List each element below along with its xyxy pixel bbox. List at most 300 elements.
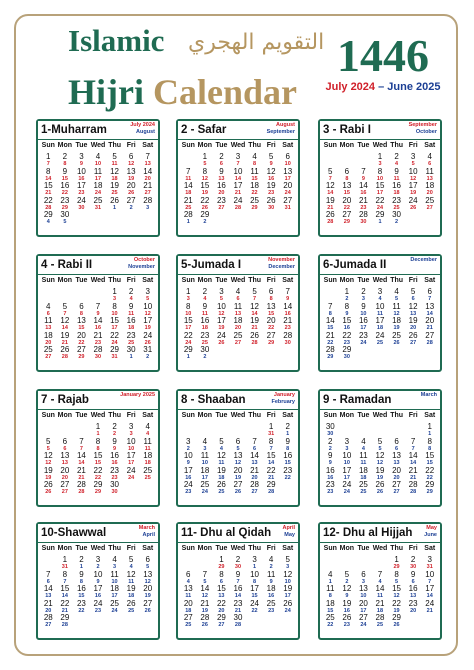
day-cell [355, 613, 372, 628]
day-cell [197, 480, 214, 495]
day-cell [263, 167, 280, 182]
gregorian-day: 19 [410, 190, 417, 196]
hijri-day: 30 [60, 210, 70, 219]
day-cell [213, 316, 230, 331]
gregorian-day: 30 [268, 204, 275, 211]
gregorian-day: 19 [144, 593, 151, 599]
hijri-day: 26 [250, 330, 260, 340]
hijri-day: 3 [219, 287, 224, 296]
hijri-day: 19 [60, 330, 70, 340]
gregorian-day: 14 [426, 310, 433, 317]
gregorian-day: 3 [203, 445, 207, 452]
day-cell [322, 167, 339, 182]
day-cell [180, 570, 197, 585]
empty-cell [355, 555, 372, 570]
day-cell [180, 466, 197, 481]
hijri-day: 26 [408, 330, 418, 340]
day-cell [388, 152, 405, 167]
hijri-day: 28 [143, 195, 153, 205]
day-cell [246, 584, 263, 599]
hijri-day: 21 [283, 316, 293, 325]
empty-cell [180, 152, 197, 167]
weekday-label: Mon [197, 545, 213, 552]
gregorian-day: 12 [376, 460, 384, 466]
weekday-header [40, 276, 156, 286]
hijri-day: 10 [126, 436, 136, 446]
day-cell [246, 466, 263, 481]
hijri-day: 22 [392, 598, 402, 608]
day-cell [322, 613, 339, 628]
day-cell [355, 302, 372, 317]
hijri-day: 29 [183, 345, 193, 354]
gregorian-month-1: November [268, 257, 295, 263]
gregorian-day: 29 [426, 489, 433, 495]
hijri-day: 19 [216, 465, 226, 475]
hijri-day: 4 [252, 152, 257, 161]
weekday-header [180, 141, 296, 151]
gregorian-month-2: April [142, 532, 155, 538]
hijri-day: 12 [325, 181, 335, 190]
gregorian-day: 21 [78, 474, 85, 481]
day-cell [355, 331, 372, 346]
day-cell [355, 196, 372, 211]
hijri-day: 26 [283, 598, 293, 608]
gregorian-months [421, 392, 437, 399]
gregorian-day: 27 [234, 339, 242, 346]
gregorian-day: 24 [111, 607, 118, 614]
gregorian-day: 1 [79, 564, 83, 570]
gregorian-day: 18 [128, 325, 135, 331]
gregorian-month-2: November [128, 264, 155, 270]
gregorian-day: 24 [201, 489, 208, 495]
weekday-label: Thu [390, 142, 404, 149]
hijri-day: 25 [325, 613, 335, 622]
gregorian-day: 6 [219, 578, 223, 585]
day-cell [73, 451, 90, 466]
month-name: 7 - Rajab [41, 394, 89, 406]
day-cell [405, 302, 422, 317]
empty-cell [263, 345, 280, 360]
hijri-day: 2 [79, 555, 84, 564]
hijri-day: 21 [375, 598, 385, 608]
gregorian-day: 24 [343, 489, 350, 495]
hijri-day: 24 [408, 195, 418, 205]
weekday-label: Mon [197, 277, 213, 284]
gregorian-month-2: December [268, 264, 295, 270]
hijri-day: 14 [283, 301, 293, 311]
gregorian-day: 28 [45, 204, 52, 211]
hijri-day: 30 [110, 480, 120, 489]
day-cell [139, 302, 156, 317]
hijri-day: 17 [375, 316, 385, 325]
day-cell [339, 437, 356, 452]
hijri-day: 1 [344, 287, 350, 296]
gregorian-day: 27 [426, 204, 433, 211]
hijri-day: 6 [285, 152, 290, 161]
day-cell [73, 437, 90, 452]
hijri-day: 11 [425, 166, 434, 176]
day-cell [355, 599, 372, 614]
hijri-day: 11 [326, 584, 335, 593]
gregorian-day: 15 [78, 593, 85, 599]
gregorian-day: 30 [78, 204, 85, 211]
gregorian-day: 29 [393, 564, 400, 570]
hijri-day: 16 [408, 584, 418, 593]
day-cell [123, 287, 140, 302]
hijri-day: 6 [361, 569, 366, 579]
title-hijri-calendar [68, 72, 297, 112]
weekday-label: Sat [142, 545, 154, 552]
title-islamic: Islamic [68, 23, 165, 58]
hijri-day: 6 [235, 436, 241, 446]
day-cell [57, 466, 74, 481]
hijri-day: 29 [110, 345, 120, 354]
gregorian-day: 27 [45, 354, 52, 360]
day-cell [230, 466, 247, 481]
empty-cell [123, 613, 140, 628]
hijri-day: 10 [375, 301, 385, 311]
gregorian-day: 2 [203, 354, 207, 360]
gregorian-day: 30 [94, 354, 102, 360]
day-cell [263, 599, 280, 614]
gregorian-day: 1 [96, 431, 100, 437]
day-cell [106, 570, 123, 585]
day-cell [322, 599, 339, 614]
hijri-day: 27 [358, 613, 368, 622]
day-cell [339, 302, 356, 317]
hijri-day: 27 [183, 613, 193, 622]
empty-cell [73, 613, 90, 628]
hijri-day: 4 [145, 422, 150, 431]
gregorian-day: 20 [393, 474, 400, 481]
hijri-day: 20 [358, 598, 368, 608]
month-panel [176, 389, 300, 507]
hijri-day: 20 [266, 316, 276, 325]
weekday-label: Tue [357, 545, 370, 552]
gregorian-day: 22 [284, 474, 291, 481]
hijri-day: 2 [235, 555, 241, 564]
empty-cell [139, 613, 156, 628]
weekday-label: Thu [390, 545, 404, 552]
gregorian-day: 9 [345, 310, 349, 317]
day-cell [139, 181, 156, 196]
hijri-day: 23 [216, 195, 226, 205]
day-cell [339, 570, 356, 585]
gregorian-day: 19 [144, 325, 151, 331]
day-cell [106, 451, 123, 466]
hijri-day: 25 [233, 330, 243, 340]
day-cell [139, 451, 156, 466]
gregorian-day: 20 [144, 175, 151, 182]
hijri-day: 23 [76, 598, 86, 608]
day-cell [213, 613, 230, 628]
day-cell [263, 331, 280, 346]
day-cell [57, 613, 74, 628]
gregorian-day: 13 [234, 310, 242, 317]
day-cell [322, 331, 339, 346]
weekday-label: Sun [181, 142, 195, 149]
weekday-label: Sun [41, 412, 55, 419]
gregorian-day: 15 [78, 325, 85, 331]
gregorian-day: 12 [201, 593, 208, 599]
day-cell [355, 437, 372, 452]
gregorian-day: 29 [268, 339, 275, 346]
gregorian-day: 14 [45, 175, 52, 182]
hijri-day: 19 [325, 195, 335, 205]
hijri-day: 16 [283, 451, 293, 460]
day-cell [246, 152, 263, 167]
hijri-day: 16 [233, 584, 243, 593]
weekday-label: Fri [266, 142, 276, 149]
day-cell [372, 287, 389, 302]
day-cell [139, 316, 156, 331]
hijri-day: 28 [200, 613, 210, 622]
weekday-label: Mon [197, 142, 213, 149]
weekday-label: Thu [108, 142, 122, 149]
hijri-day: 29 [266, 480, 276, 489]
empty-cell [405, 210, 422, 225]
day-cell [40, 570, 57, 585]
gregorian-day: 20 [234, 325, 242, 331]
gregorian-day: 3 [186, 296, 190, 302]
weekday-header [180, 544, 296, 554]
day-cell [123, 422, 140, 437]
hijri-day: 1 [202, 152, 208, 161]
hijri-day: 1 [95, 422, 101, 431]
weekday-label: Mon [57, 545, 73, 552]
gregorian-day: 26 [144, 339, 151, 346]
day-cell [388, 466, 405, 481]
gregorian-months [139, 525, 155, 539]
weekday-label: Thu [248, 142, 262, 149]
day-cell [57, 599, 74, 614]
day-cell [40, 466, 57, 481]
gregorian-day: 23 [343, 622, 350, 628]
empty-cell [246, 613, 263, 628]
gregorian-day: 12 [201, 175, 208, 182]
month-panel [176, 119, 300, 237]
day-cell [90, 480, 107, 495]
gregorian-day: 16 [268, 175, 275, 182]
day-cell [57, 196, 74, 211]
gregorian-day: 17 [284, 175, 291, 182]
gregorian-day: 18 [393, 190, 400, 196]
gregorian-day: 10 [201, 460, 208, 466]
hijri-day: 26 [266, 195, 276, 205]
day-cell [322, 302, 339, 317]
gregorian-day: 24 [360, 622, 367, 628]
gregorian-day: 23 [78, 190, 85, 196]
gregorian-day: 29 [94, 489, 102, 495]
day-cell [197, 167, 214, 182]
hijri-day: 20 [60, 465, 70, 475]
day-cell [388, 287, 405, 302]
gregorian-day: 23 [268, 190, 275, 196]
gregorian-month-1: January 2025 [120, 392, 155, 398]
gregorian-day: 16 [343, 325, 350, 331]
day-cell [421, 196, 438, 211]
hijri-day: 3 [377, 287, 383, 296]
hijri-day: 15 [216, 584, 226, 593]
day-cell [388, 451, 405, 466]
day-cell [405, 181, 422, 196]
hijri-day: 9 [202, 301, 208, 311]
gregorian-day: 8 [286, 445, 290, 452]
weekday-label: Sat [424, 412, 436, 419]
hijri-day: 21 [358, 195, 368, 205]
day-cell [106, 152, 123, 167]
hijri-day: 11 [143, 436, 152, 446]
hijri-day: 19 [408, 316, 418, 325]
hijri-day: 28 [408, 480, 418, 489]
day-cell [106, 196, 123, 211]
hijri-day: 13 [76, 316, 86, 325]
gregorian-day: 4 [203, 296, 207, 302]
hijri-day: 21 [143, 181, 153, 190]
day-cell [90, 345, 107, 360]
hijri-day: 16 [60, 181, 70, 190]
day-cell [57, 181, 74, 196]
month-header [178, 524, 298, 543]
day-cell [180, 584, 197, 599]
day-cell [279, 570, 296, 585]
weekday-header [322, 141, 438, 151]
gregorian-month-1: April [282, 525, 295, 531]
hijri-day: 10 [216, 301, 226, 311]
hijri-day: 7 [328, 301, 333, 311]
weekday-label: Thu [390, 277, 404, 284]
day-cell [197, 287, 214, 302]
gregorian-day: 22 [426, 474, 433, 481]
day-cell [388, 555, 405, 570]
hijri-day: 19 [283, 584, 293, 593]
hijri-day: 16 [216, 181, 226, 190]
gregorian-day: 30 [111, 489, 118, 495]
day-cell [388, 437, 405, 452]
day-cell [123, 451, 140, 466]
hijri-day: 27 [283, 195, 293, 205]
gregorian-day: 6 [395, 445, 399, 452]
empty-cell [197, 422, 214, 437]
day-cell [90, 152, 107, 167]
gregorian-day: 10 [94, 161, 102, 167]
gregorian-day: 26 [45, 489, 52, 495]
month-panel [36, 254, 160, 372]
gregorian-day: 21 [327, 204, 334, 211]
gregorian-day: 21 [61, 607, 68, 614]
day-cell [180, 181, 197, 196]
day-cell [279, 196, 296, 211]
day-cell [90, 196, 107, 211]
empty-cell [372, 422, 389, 437]
gregorian-day: 14 [327, 190, 334, 196]
day-cell [230, 181, 247, 196]
hijri-day: 13 [266, 301, 276, 311]
day-cell [57, 451, 74, 466]
gregorian-day: 17 [284, 593, 291, 599]
empty-cell [40, 422, 57, 437]
day-cell [322, 422, 339, 437]
hijri-day: 14 [143, 166, 153, 176]
hijri-day: 14 [200, 584, 210, 593]
day-cell [40, 451, 57, 466]
gregorian-day: 17 [376, 190, 384, 196]
month-header [38, 121, 158, 140]
day-cell [90, 555, 107, 570]
day-cell [372, 302, 389, 317]
month-header [38, 524, 158, 543]
day-cell [421, 437, 438, 452]
gregorian-day: 5 [146, 564, 150, 570]
gregorian-day: 8 [328, 310, 332, 317]
day-cell [106, 302, 123, 317]
gregorian-day: 15 [343, 190, 350, 196]
hijri-day: 29 [43, 210, 53, 219]
hijri-day: 8 [202, 166, 208, 176]
day-cell [388, 316, 405, 331]
day-cell [263, 480, 280, 495]
hijri-day: 20 [392, 465, 402, 475]
hijri-day: 16 [76, 584, 86, 593]
day-cell [279, 555, 296, 570]
hijri-day: 19 [342, 598, 352, 608]
hijri-day: 30 [200, 345, 210, 354]
hijri-day: 27 [342, 210, 352, 219]
hijri-day: 17 [425, 584, 435, 593]
day-cell [57, 152, 74, 167]
day-cell [213, 480, 230, 495]
day-cell [213, 181, 230, 196]
hijri-day: 20 [143, 584, 153, 593]
day-cell [197, 152, 214, 167]
day-cell [355, 466, 372, 481]
day-cell [57, 570, 74, 585]
day-cell [180, 451, 197, 466]
hijri-day: 14 [250, 451, 260, 460]
gregorian-month-2: October [415, 129, 437, 135]
gregorian-day: 12 [45, 460, 52, 466]
day-cell [339, 345, 356, 360]
hijri-day: 12 [266, 166, 276, 176]
month-header [178, 391, 298, 410]
range-end: June 2025 [387, 81, 441, 93]
day-cell [322, 584, 339, 599]
day-cell [213, 302, 230, 317]
day-cell [180, 480, 197, 495]
day-cell [73, 599, 90, 614]
empty-cell [139, 210, 156, 225]
day-cell [421, 584, 438, 599]
hijri-day: 5 [377, 436, 383, 446]
hijri-day: 23 [110, 465, 120, 475]
hijri-day: 26 [325, 210, 335, 219]
hijri-day: 10 [408, 166, 418, 176]
gregorian-day: 11 [218, 460, 225, 466]
gregorian-day: 26 [218, 339, 225, 346]
gregorian-day: 1 [286, 431, 290, 437]
gregorian-day: 18 [201, 325, 208, 331]
gregorian-day: 17 [201, 474, 208, 481]
weekday-label: Sun [323, 277, 337, 284]
day-cell [123, 584, 140, 599]
gregorian-day: 29 [78, 354, 85, 360]
gregorian-day: 1 [378, 219, 382, 225]
hijri-day: 7 [361, 166, 366, 176]
gregorian-months [267, 122, 295, 136]
hijri-day: 14 [325, 316, 335, 325]
gregorian-day: 25 [201, 339, 208, 346]
month-header [38, 391, 158, 410]
